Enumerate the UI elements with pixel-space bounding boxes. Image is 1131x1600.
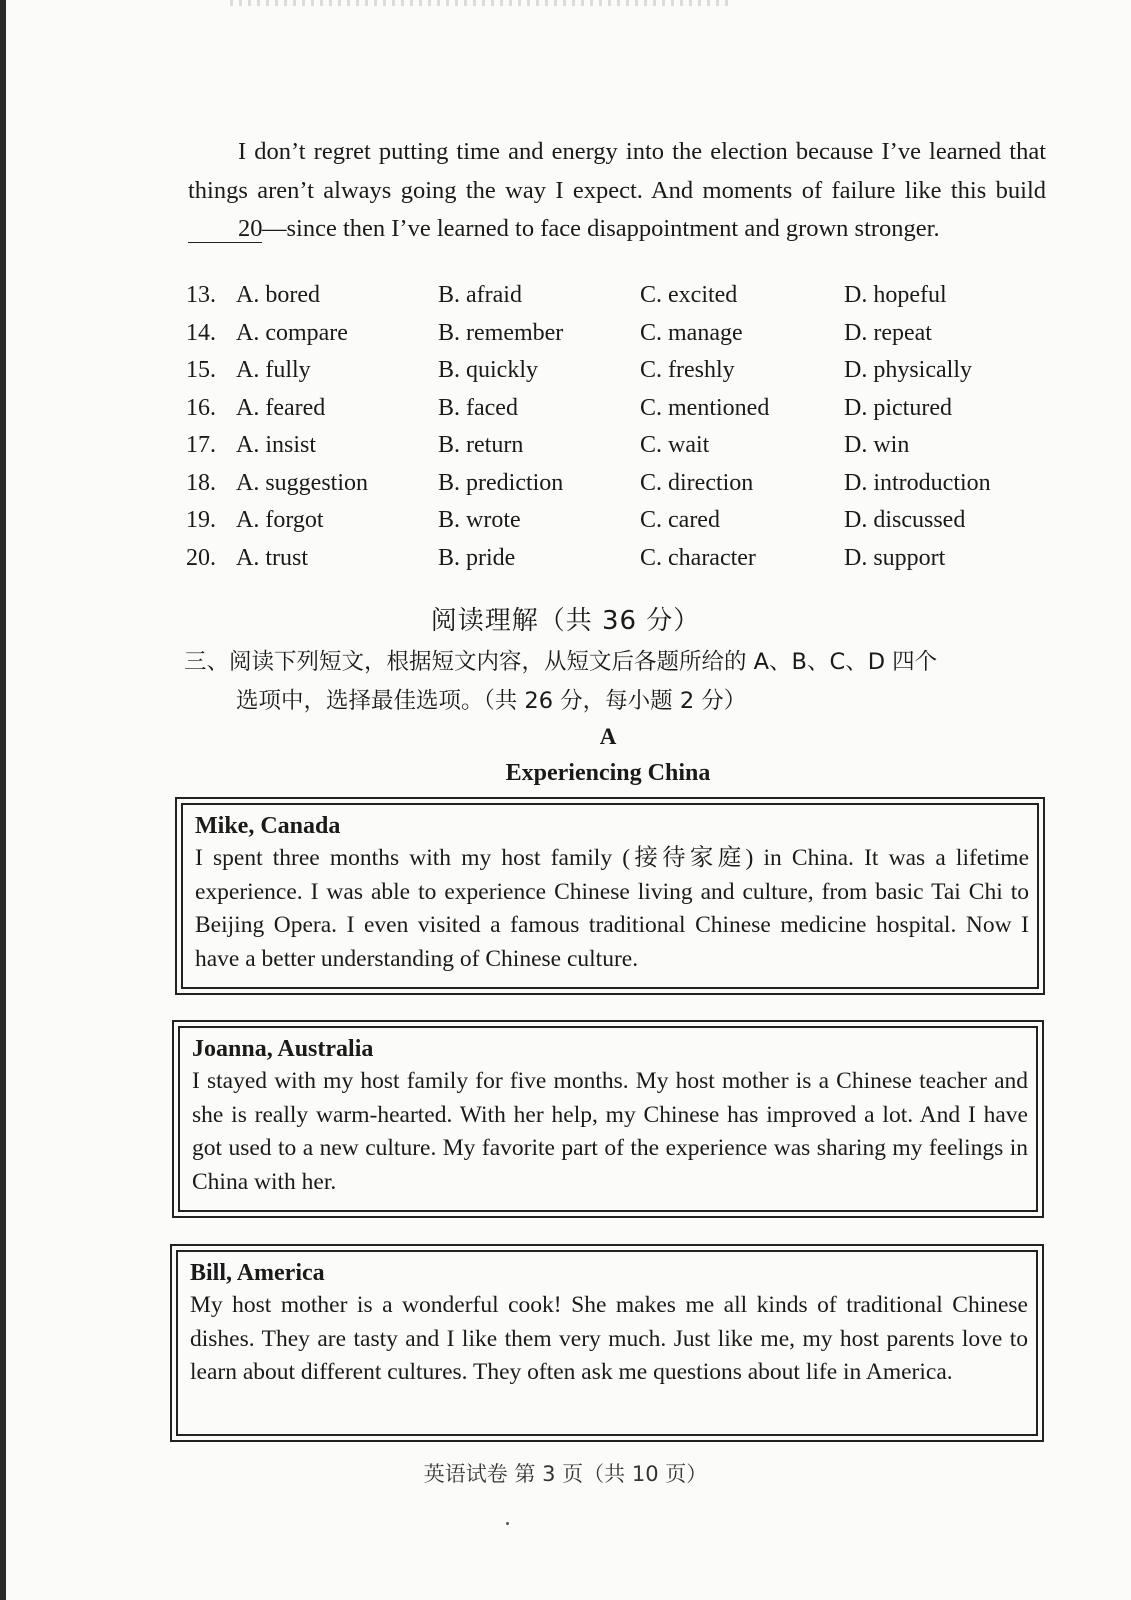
scan-dot: [506, 1522, 509, 1525]
option-d: D. introduction: [844, 469, 991, 496]
question-number: 16.: [186, 394, 216, 421]
option-d: D. pictured: [844, 394, 952, 421]
passage-text-after: —since then I’ve learned to face disappointment and grown stronger.: [262, 215, 940, 242]
option-d: D. discussed: [844, 507, 966, 533]
passage-text-before: I don’t regret putting time and energy into the election because I’ve learned that things aren’t always going the way I expect. And moments of failure like this build: [188, 138, 1046, 204]
option-row: [186, 432, 1046, 470]
testimonial-author: Bill, America: [190, 1260, 325, 1286]
option-row: [186, 357, 1046, 395]
instruction-line-2: 选项中，选择最佳选项。（共 26 分，每小题 2 分）: [236, 688, 747, 714]
section-instruction: [184, 643, 1054, 721]
passage-letter: A: [599, 724, 617, 749]
testimonial-text: My host mother is a wonderful cook! She makes me all kinds of traditional Chinese dishes. They are tasty and I like them very much. Just like me, my host parents love to learn about different cultures. They often ask me questions about life in America.: [190, 1292, 1028, 1385]
testimonial-box: [172, 1020, 1044, 1218]
option-a: A. feared: [236, 394, 326, 421]
option-row: [186, 545, 1046, 583]
question-number: 18.: [186, 469, 216, 496]
option-c: C. character: [640, 544, 756, 571]
option-c: C. direction: [640, 469, 754, 496]
option-a: A. compare: [236, 319, 348, 346]
testimonial-box-inner: [181, 803, 1039, 989]
option-a: A. suggestion: [236, 469, 368, 496]
option-b: B. return: [438, 432, 524, 458]
scan-edge: [0, 0, 6, 1600]
option-b: B. quickly: [438, 357, 538, 383]
option-d: D. physically: [844, 357, 972, 383]
option-b: B. prediction: [438, 469, 564, 496]
option-c: C. freshly: [640, 357, 735, 383]
option-c: C. manage: [640, 319, 743, 346]
question-number: 20.: [186, 544, 216, 571]
option-a: A. insist: [236, 432, 317, 458]
testimonial-text: I stayed with my host family for five months. My host mother is a Chinese teacher and she is really warm-hearted. With her help, my Chinese has improved a lot. And I have got used to a new culture. My favorite part of the experience was sharing my feelings in China with her.: [192, 1068, 1028, 1195]
option-a: A. fully: [236, 357, 311, 383]
option-b: B. remember: [438, 319, 564, 346]
option-row: [186, 507, 1046, 545]
passage-title: Experiencing China: [505, 760, 711, 786]
cloze-passage-end: [188, 133, 1046, 249]
question-number: 13.: [186, 282, 216, 308]
option-b: B. pride: [438, 544, 516, 571]
option-row: [186, 320, 1046, 358]
testimonial-box-inner: [178, 1026, 1038, 1212]
testimonial-box: [175, 797, 1045, 995]
option-a: A. trust: [236, 544, 308, 571]
option-a: A. forgot: [236, 507, 324, 533]
option-c: C. excited: [640, 282, 738, 308]
option-d: D. hopeful: [844, 282, 947, 308]
option-row: [186, 470, 1046, 508]
instruction-line-1: 三、阅读下列短文，根据短文内容，从短文后各题所给的 A、B、C、D 四个: [184, 649, 938, 675]
testimonial-box: [170, 1244, 1044, 1442]
option-b: B. afraid: [438, 282, 522, 308]
scan-artifact: [230, 0, 730, 6]
question-number: 19.: [186, 507, 216, 533]
option-a: A. bored: [236, 282, 320, 308]
option-row: [186, 395, 1046, 433]
question-number: 17.: [186, 432, 216, 458]
testimonial-author: Joanna, Australia: [192, 1036, 374, 1062]
question-number: 15.: [186, 357, 216, 383]
option-b: B. wrote: [438, 507, 521, 533]
option-b: B. faced: [438, 394, 518, 421]
option-d: D. support: [844, 544, 946, 571]
testimonial-author: Mike, Canada: [195, 813, 341, 839]
page-footer: 英语试卷 第 3 页（共 10 页）: [423, 1462, 708, 1486]
testimonial-box-inner: [176, 1250, 1038, 1436]
option-d: D. repeat: [844, 319, 932, 346]
testimonial-text: I spent three months with my host family (接待家庭) in China. It was a lifetime experience. I was able to experience Chinese living and culture, from basic Tai Chi to Beijing Opera. I even visited a famous traditional Chinese medicine hospital. Now I have a better understanding of Chinese culture.: [195, 845, 1029, 972]
option-d: D. win: [844, 432, 910, 458]
section-title: 阅读理解（共 36 分）: [430, 606, 701, 636]
blank-20: 20: [188, 216, 262, 243]
option-c: C. wait: [640, 432, 710, 458]
option-c: C. mentioned: [640, 394, 770, 421]
question-number: 14.: [186, 319, 216, 346]
option-c: C. cared: [640, 507, 720, 533]
options-list: [186, 282, 1046, 582]
option-row: [186, 282, 1046, 320]
